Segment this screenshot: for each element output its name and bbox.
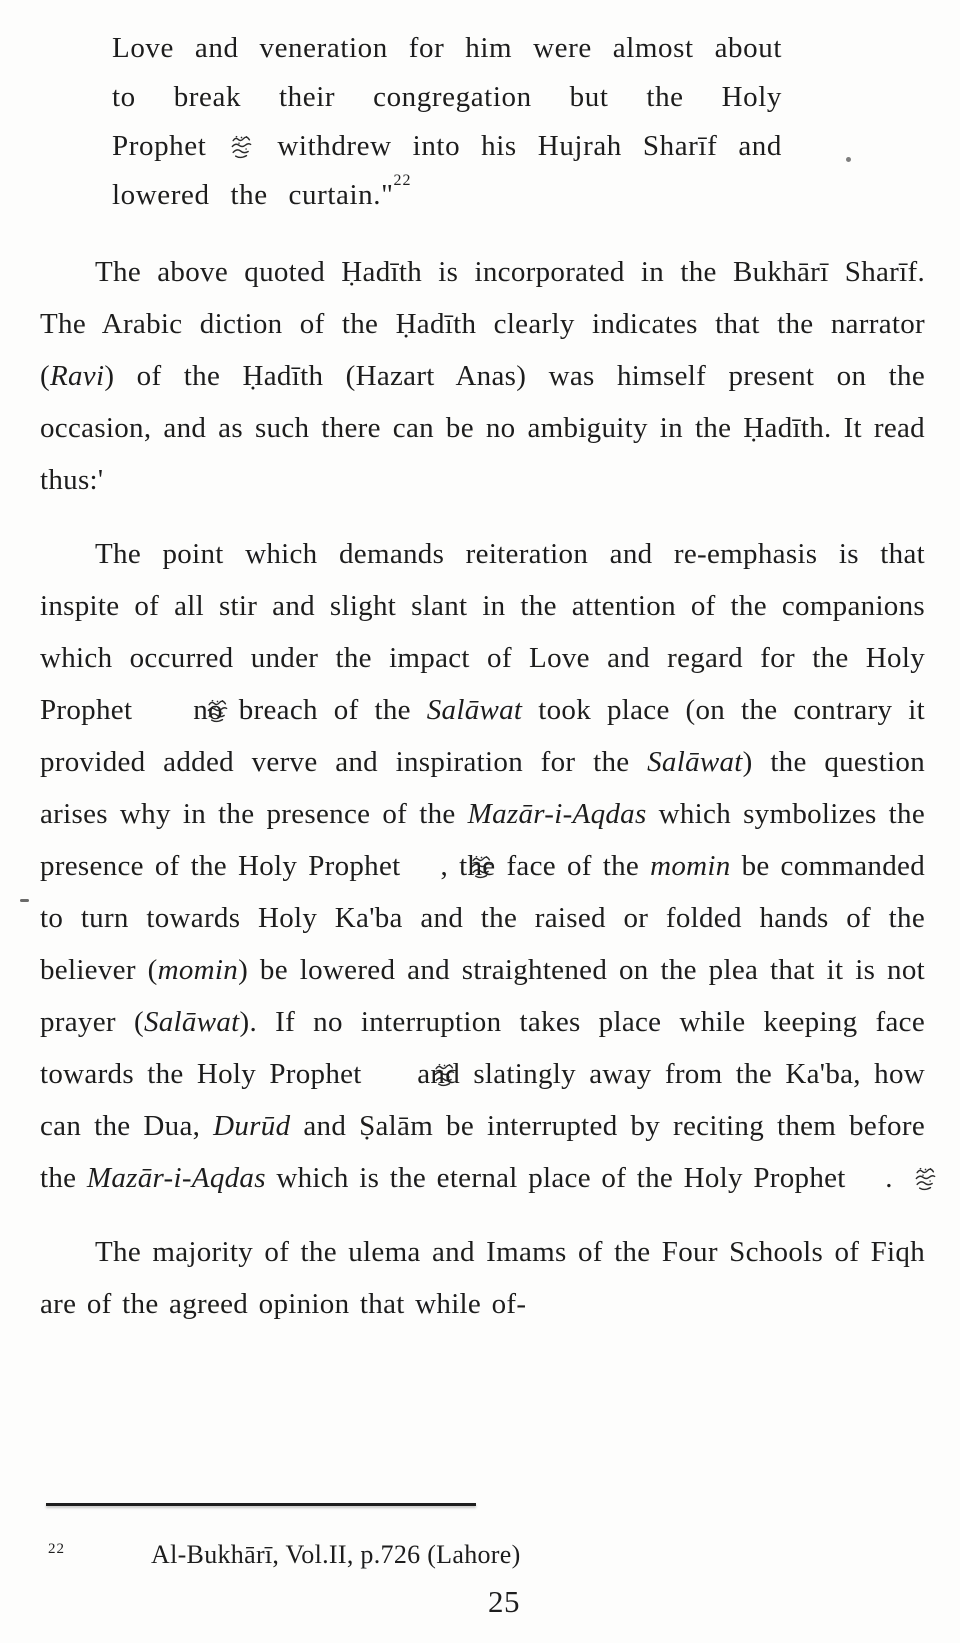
italic-term: momin xyxy=(157,954,239,986)
pbuh-honorific-icon xyxy=(150,689,175,716)
paragraph-main-argument xyxy=(40,528,925,1204)
footnote xyxy=(48,1540,521,1570)
footnote-divider xyxy=(46,1503,476,1506)
text-run: Love and veneration for him were almost about to break their congregation but the Holy Prophet xyxy=(112,32,782,162)
text-run: and slatingly away from the Ka'ba, how can the Dua, xyxy=(40,1058,925,1142)
italic-term: Mazār-i-Aqdas xyxy=(467,798,647,830)
footnote-marker: 22 xyxy=(48,1541,65,1557)
pbuh-honorific-icon xyxy=(414,845,439,872)
scan-artifact xyxy=(20,899,29,902)
paragraph-ulema-opinion xyxy=(40,1226,925,1330)
footnote-text: Al-Bukhārī, Vol.II, p.726 (Lahore) xyxy=(151,1540,521,1569)
italic-term: Ravi xyxy=(49,360,105,392)
text-run: no breach of the xyxy=(177,694,427,726)
text-run: The majority of the ulema and Imams of the Four Schools of Fiqh are of the agreed opinion that while of- xyxy=(40,1236,925,1320)
italic-term: Salāwat xyxy=(143,1006,240,1038)
pbuh-honorific-icon xyxy=(229,127,254,154)
italic-term: Durūd xyxy=(213,1110,291,1142)
text-run: , the face of the xyxy=(440,850,651,882)
text-run: ) the question arises why in the presence of the xyxy=(40,746,926,830)
text-run: ) of the Ḥadīth (Hazart Anas) was himself present on the occasion, and as such there can be no ambiguity in the Ḥadīth. It read thus:' xyxy=(40,360,925,496)
scan-artifact xyxy=(846,157,851,162)
text-run: ). If no interruption takes place while keeping face towards the Holy Prophet xyxy=(40,1006,925,1090)
italic-term: Mazār-i-Aqdas xyxy=(86,1162,266,1194)
text-run: ) be lowered and straightened on the plea that it is not prayer ( xyxy=(40,954,925,1038)
text-run: took place (on the contrary it provided added verve and inspiration for the xyxy=(40,694,925,778)
hadith-quote xyxy=(112,24,782,220)
text-run: which symbolizes the presence of the Holy Prophet xyxy=(40,798,925,882)
italic-term: momin xyxy=(650,850,731,882)
text-run: and Ṣalām be interrupted by reciting them before the xyxy=(40,1110,925,1194)
text-run: The point which demands reiteration and re-emphasis is that inspite of all stir and slight slant in the attention of the companions which occurred under the impact of Love and regard for the Holy Prophet xyxy=(40,538,925,726)
paragraph-hadith-source xyxy=(40,246,925,506)
italic-term: Salāwat xyxy=(426,694,523,726)
pbuh-honorific-icon xyxy=(858,1157,883,1184)
italic-term: Salāwat xyxy=(647,746,743,778)
text-run: . xyxy=(885,1162,893,1194)
text-run: be commanded to turn towards Holy Ka'ba and the raised or folded hands of the believer ( xyxy=(40,850,925,986)
text-run: which is the eternal place of the Holy Prophet xyxy=(265,1162,857,1194)
text-run: The above quoted Ḥadīth is incorporated in the Bukhārī Sharīf. The Arabic diction of the Ḥadīth clearly indicates that the narrator ( xyxy=(40,256,925,392)
page-number: 25 xyxy=(488,1584,520,1619)
text-run: withdrew into his Hujrah Sharīf and lowered the curtain." xyxy=(112,130,782,211)
footnote-reference: 22 xyxy=(393,171,412,189)
pbuh-honorific-icon xyxy=(377,1053,402,1080)
